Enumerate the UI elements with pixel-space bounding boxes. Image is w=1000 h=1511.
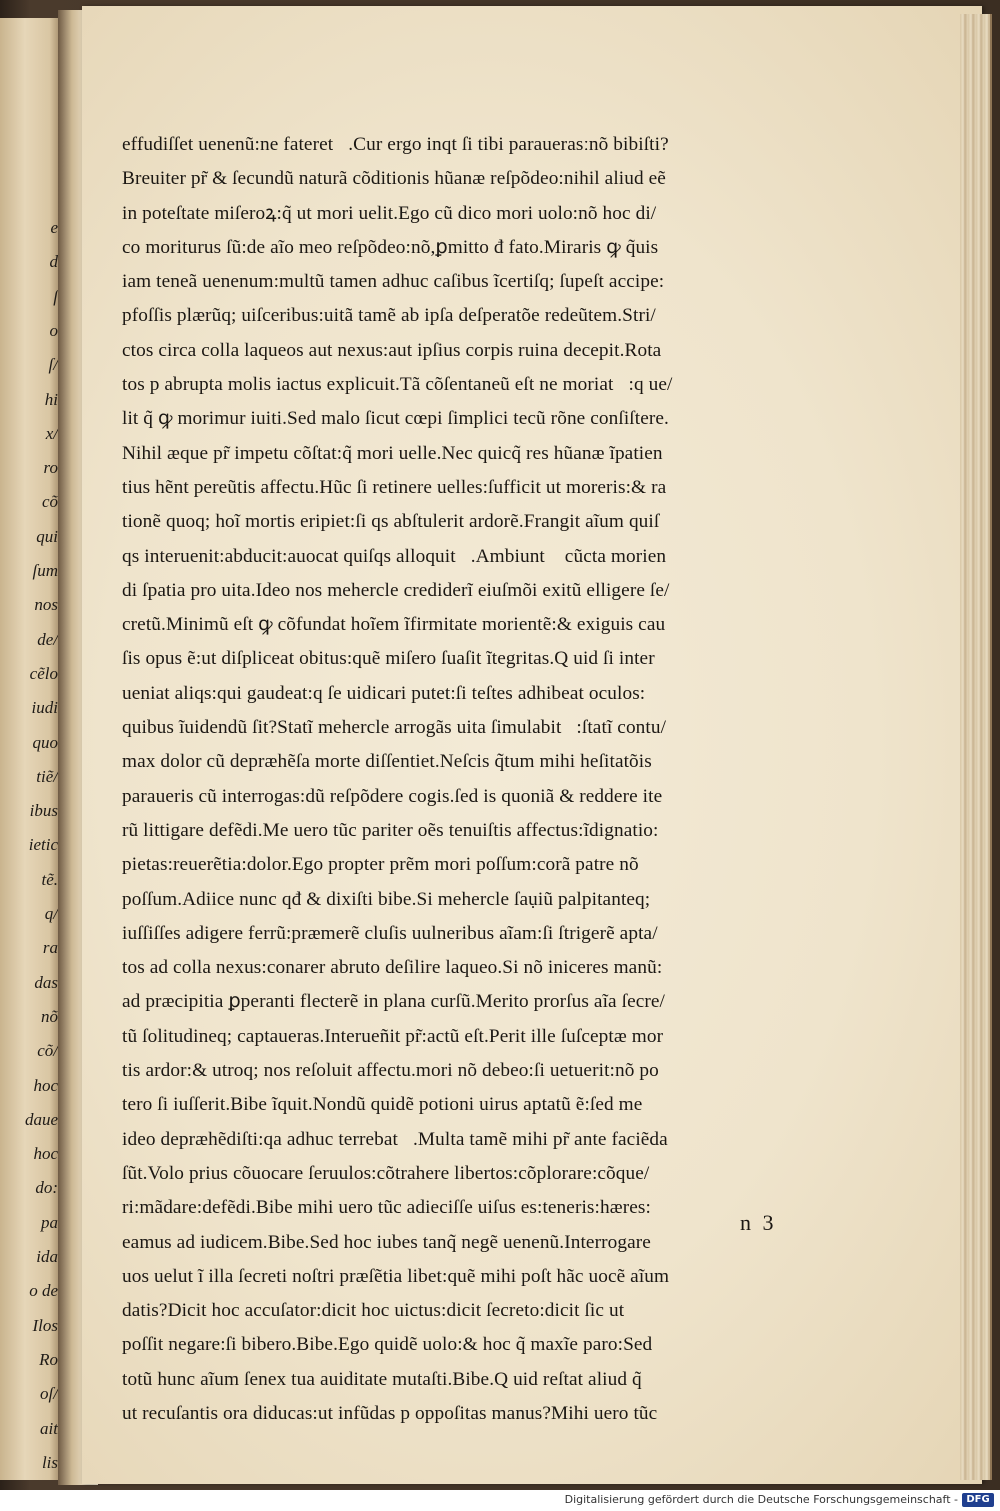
text-line: poſſit negare:ſi bibero.Bibe.Ego quidẽ uolo:& hoc q̃ maxĩe paro:Sed (122, 1334, 653, 1356)
facing-page-fragment: cõ/ (37, 1041, 58, 1061)
facing-page-fragment: Ro (39, 1349, 58, 1369)
text-line: qs interuenit:abducit:auocat quiſqs alloquit᷑.Ambiunt᷑ cũcta morien (122, 545, 667, 567)
text-line: pfoſſis plærũq; uiſceribus:uitã tamẽ ab ipſa deſperatõe redeũtem.Stri/ (122, 305, 656, 327)
text-line: tius hẽnt pereũtis affectu.Hũc ſi retinere uelles:ſufficit ut moreris:& ra (122, 476, 667, 498)
facing-page-fragment: nos (34, 595, 58, 615)
text-line: di ſpatia pro uita.Ideo nos mehercle crediderĩ eiuſmõi exitũ elligere ſe/ (122, 579, 670, 601)
facing-page-fragment: ietic (28, 835, 58, 855)
facing-page-fragment: nõ (41, 1006, 58, 1026)
facing-page-fragment: iudi (31, 698, 58, 718)
facing-page-fragment: ſ/ (48, 355, 58, 375)
text-line: effudiſſet uenenũ:ne fateret᷑.Cur ergo inqt ſi tibi parauerasːnõ bibiſti? (122, 134, 669, 155)
facing-page-fragment: do: (35, 1178, 58, 1198)
facing-page-fragment: d (49, 252, 58, 272)
facing-page-fragment: hi (44, 389, 58, 409)
text-line: pietas:reuerẽtia:dolor.Ego propter prẽm mori poſſum:corã patre nõ (122, 854, 639, 876)
signature-mark: n 3 (740, 1210, 777, 1235)
text-line: rũ littigare defẽdi.Me uero tũc pariter oẽs tenuiſtis affectus:ĩdignatio: (122, 819, 659, 841)
facing-page-fragment: das (34, 972, 58, 992)
facing-page-fragment: ibus (29, 801, 58, 821)
facing-page-fragment: x/ (45, 423, 58, 443)
facing-page-fragment: lis (41, 1452, 58, 1472)
text-line: tũ ſolitudineq; captaueras.Interueñit pr̃:actũ eſt.Perit ille ſuſceptæ mor (122, 1025, 664, 1047)
facing-page-fragment: tẽ. (41, 869, 58, 889)
text-line: ri:mãdare:defẽdi.Bibe mihi uero tũc adieciſſe uiſus es:teneris:hæres: (122, 1197, 651, 1219)
facing-page-fragment: ida (36, 1247, 58, 1266)
text-line: eamus ad iudicem.Bibe.Sed hoc iubes tanq̃ negẽ uenenũ.Interrogare (122, 1231, 651, 1253)
facing-page-fragment: hoc (33, 1075, 58, 1095)
text-line: tos p abrupta molis iactus explicuit.Tã cõſentaneũ eſt ne moriat᷑:q ue/ (122, 374, 673, 396)
text-line: ueniat aliqs:qui gaudeat:q ſe uidicari putet:ſi teſtes adhibeat oculos: (122, 682, 646, 704)
dfg-logo: DFG (962, 1493, 994, 1507)
text-line: totũ hunc aĩum ſenex tua auiditate mutaſti.Bibe.Q uid reſtat aliud q̃ (122, 1368, 642, 1390)
text-line: ctos circa colla laqueos aut nexus:aut ipſius corpis ruina decepit.Rota (122, 339, 662, 361)
text-line: Breuiter pr̃ & ſecundũ naturã cõditionis hũanæ reſpõdeo:nihil aliud eẽ (122, 168, 666, 190)
text-line: iam teneã uenenum:multũ tamen adhuc caſibus ĩcertiſq; ſupeſt accipe: (122, 271, 665, 293)
text-line: poſſum.Adiice nunc qđ & dixiſti bibe.Si mehercle ſaụiũ palpitanteq; (122, 888, 651, 910)
text-line: ſũt.Volo prius cõuocare ſeruulos:cõtrahere libertos:cõplorare:cõque/ (122, 1162, 650, 1184)
text-line: tero ſi iuſſerit.Bibe ĩquit.Nondũ quidẽ potioni uirus aptatũ ẽ:ſed me (122, 1094, 643, 1116)
facing-page-edge (0, 18, 62, 1480)
text-line: max dolor cũ depræhẽſa morte diſſentiet.Neſcis q̃tum mihi heſitatõis (122, 751, 652, 773)
facing-page-fragment: e (50, 218, 58, 237)
page-stack-edge (960, 14, 992, 1480)
facing-page-fragment: oſ/ (40, 1384, 58, 1404)
text-line: co moriturus ſũ:de aĩo meo reſpõdeo:nõ,ꝑmitto đ fato.Miraris ꝙ q̃uis (122, 236, 659, 258)
facing-page-fragment: o (49, 320, 58, 340)
facing-page-fragment: pa (41, 1212, 58, 1232)
facing-page-fragment: qui (36, 526, 58, 546)
main-text-block (122, 128, 822, 1431)
text-line: tis ardor:& utroq; nos reſoluit affectu.mori nõ debeo:ſi uetuerit:nõ po (122, 1060, 659, 1082)
facing-page-fragment: ait (40, 1418, 58, 1438)
text-line: uos uelut ĩ illa ſecreti noſtri præſẽtia libet:quẽ mihi poſt hãc uocẽ aĩum (122, 1265, 670, 1287)
facing-page-fragment: cõ (41, 492, 58, 512)
text-line: datis?Dicit hoc accuſator:dicit hoc uictus:dicit ſecreto:dicit ſic ut (122, 1300, 625, 1322)
text-line: paraueris cũ interrogas:dũ reſpõdere cogis.ſed is quoniã & reddere ite (122, 785, 663, 807)
facing-page-fragment: ſum (32, 561, 58, 580)
facing-page-fragment: cẽlo (29, 663, 58, 683)
facing-page-fragment: de/ (37, 629, 58, 649)
text-line: ideo depræhẽdiſti:qa adhuc terrebat᷑.Multa tamẽ mihi pr̃ ante faciẽda (122, 1128, 668, 1150)
text-line: cretũ.Minimũ eſt ꝙ cõfundat hoĩem ĩfirmitate morientẽ:& exiguis cau (122, 614, 666, 636)
facing-page-fragment: ro (43, 458, 58, 478)
text-line: quibus ĩuidendũ ſit?Statĩ mehercle arrogãs uita ſimulabit᷑:ſtatĩ contu/ (122, 717, 667, 739)
facing-page-fragment: daue (24, 1109, 58, 1129)
facing-page-fragment: ra (42, 938, 58, 958)
facing-page-fragment: ſ (53, 286, 58, 306)
facing-page-fragment: q/ (44, 904, 58, 923)
text-line: tos ad colla nexus:conarer abruto deſilire laqueo.Si nõ iniceres manũ: (122, 957, 663, 979)
facing-page-fragment: quo (32, 732, 58, 752)
text-line: ſis opus ẽ:ut diſpliceat obitus:quẽ miſero ſuaſit ĩtegritas.Q uid ſi inter (122, 648, 655, 670)
facing-page-fragment: o de (29, 1281, 58, 1301)
text-line: ad præcipitia ꝑperanti flecterẽ in plana curſũ.Merito prorſus aĩa ſecre/ (122, 991, 666, 1013)
footer-bar (0, 1490, 1000, 1511)
facing-page-fragment: hoc (33, 1144, 58, 1164)
text-line: in poteſtate miſeroꝝ:q̃ ut mori uelit.Ego cũ dico mori uolo:nõ hoc di/ (122, 202, 657, 224)
text-line: iuſſiſſes adigere ferrũ:præmerẽ cluſis uulneribus aĩam:ſi ſtrigerẽ apta/ (122, 922, 658, 944)
facing-page-fragment: tiẽ/ (36, 766, 58, 786)
text-line: tionẽ quoq; hoĩ mortis eripiet:ſi qs abſtulerit ardorẽ.Frangit aĩum quiſ (122, 511, 660, 533)
text-line: Nihil æque pr̃ impetu cõſtat:q̃ mori uelle.Nec quicq̃ res hũanæ ĩpatien (122, 442, 663, 464)
facing-page-fragment: Ilos (32, 1315, 58, 1335)
text-line: ut recuſantis ora diducas:ut infũdas p oppoſitas manus?Mihi uero tũc (122, 1402, 658, 1424)
footer-credit: Digitalisierung gefördert durch die Deutsche Forschungsgemeinschaft - (564, 1493, 958, 1506)
text-line: lit q̃ ꝙ morimur iuiti.Sed malo ſicut cœpi ſimplici tecũ rõne conſiſtere. (122, 408, 669, 430)
